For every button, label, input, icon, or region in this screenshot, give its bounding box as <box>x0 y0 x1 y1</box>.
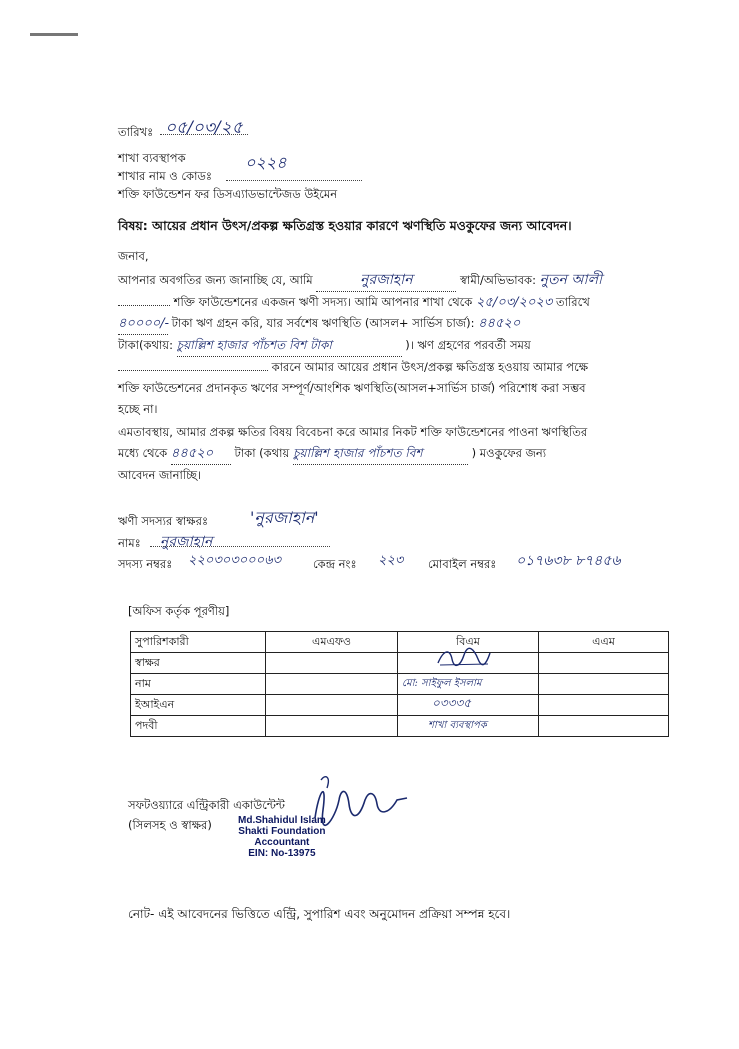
member-name-dots <box>150 546 330 547</box>
date-value: ০৫/০৩/২৫ <box>165 118 243 138</box>
table-cell <box>266 695 398 716</box>
member-name: নুরজাহান <box>160 534 213 550</box>
row-label: নাম <box>131 674 266 695</box>
header-cell: বিএম <box>398 632 539 653</box>
row-label: স্বাক্ষর <box>131 653 266 674</box>
accountant-title: সফটওয়্যারে এন্ট্রিকারী একাউন্টেন্ট <box>128 798 285 812</box>
branch-name-code-label: শাখার নাম ও কোডঃ <box>118 169 213 183</box>
office-table-header-row <box>131 632 669 653</box>
stamp-role: Accountant <box>254 837 310 848</box>
paragraph-1 <box>118 270 602 420</box>
scan-mark <box>30 33 78 36</box>
office-table-row <box>131 695 669 716</box>
p2-line-2: মধ্যে থেকে ৪৪৫২০ টাকা (কথায় চুয়াল্লিশ হাজার পাঁচশত বিশ ) মওকুফের জন্য <box>118 443 587 465</box>
p1-line-1: আপনার অবগতির জন্য জানাচ্ছি যে, আমি নুরজাহান স্বামী/অভিভাবক: নুতন আলী <box>118 270 602 292</box>
p1-line-5: কারনে আমার আয়ের প্রধান উৎস/প্রকল্প ক্ষতিগ্রস্ত হওয়ায় আমার পক্ষে <box>118 357 602 378</box>
bm-signature-scribble <box>434 647 494 669</box>
office-table-row <box>131 674 669 695</box>
member-name-label: নামঃ <box>118 536 141 550</box>
center-number-label: কেন্দ্র নংঃ <box>313 557 357 571</box>
center-number: ২২৩ <box>378 553 404 568</box>
member-number-label: সদস্য নম্বরঃ <box>118 557 173 571</box>
office-table-row <box>131 653 669 674</box>
bm-ein: ০৩৩৩৫ <box>398 695 539 716</box>
stamp-name: Md.Shahidul Islam <box>238 815 326 826</box>
p1-line-4: টাকা(কথায়: চুয়াল্লিশ হাজার পাঁচশত বিশ টাকা )। ঋণ গ্রহণের পরবর্তী সময় <box>118 335 602 357</box>
branch-manager: শাখা ব্যবস্থাপক <box>118 151 186 165</box>
seal-and-signature-label: (সিলসহ ও স্বাক্ষর) <box>128 818 212 832</box>
p2-line-1: এমতাবস্থায়, আমার প্রকল্প ক্ষতির বিষয় বিবেচনা করে আমার নিকট শক্তি ফাউন্ডেশনের পাওনা ঋণস্থিতির <box>118 425 588 439</box>
bm-name: মো: সাইফুল ইসলাম <box>398 674 539 695</box>
row-label: ইআইএন <box>131 695 266 716</box>
member-number: ২২০৩০৩০০০৬৩ <box>188 553 281 568</box>
member-signature-label: ঋণী সদস্যর স্বাক্ষরঃ <box>118 514 209 528</box>
table-cell <box>539 695 669 716</box>
footer-note: নোট- এই আবেদনের ভিত্তিতে এন্ট্রি, সুপারিশ এবং অনুমোদন প্রক্রিয়া সম্পন্ন হবে। <box>128 907 511 921</box>
organization-name: শক্তি ফাউন্ডেশন ফর ডিসএ্যাডভান্টেজড উইমেন <box>118 187 338 201</box>
accountant-stamp <box>238 815 326 859</box>
table-cell <box>539 674 669 695</box>
salutation: জনাব, <box>118 249 149 263</box>
p2-line-3: আবেদন জানাচ্ছি। <box>118 468 202 482</box>
loan-balance: ৪৪৫২০ <box>478 316 521 331</box>
loan-date: ২৫/০৩/২০২৩ <box>475 295 553 310</box>
office-use-label: [অফিস কর্তৃক পূরণীয়] <box>128 604 230 618</box>
date-dots <box>160 134 248 135</box>
p1-line-6: শক্তি ফাউন্ডেশনের প্রদানকৃত ঋণের সম্পূর্ণ/আংশিক ঋণস্থিতি(আসল+সার্ভিস চার্জ) পরিশোধ করা সম্ভব <box>118 381 586 395</box>
row-label: পদবী <box>131 716 266 737</box>
loan-amount: ৪০০০০/- <box>118 313 168 335</box>
balance-in-words: চুয়াল্লিশ হাজার পাঁচশত বিশ টাকা <box>177 335 402 357</box>
table-cell <box>398 653 539 674</box>
table-cell <box>266 653 398 674</box>
guardian-name: নুতন আলী <box>539 272 603 288</box>
stamp-ein: EIN: No-13975 <box>248 848 316 859</box>
paragraph-2 <box>118 422 587 486</box>
header-cell: এএম <box>539 632 669 653</box>
member-signature: 'নুরজাহান' <box>250 508 319 527</box>
p1-line-3: ৪০০০০/- টাকা ঋণ গ্রহন করি, যার সর্বশেষ ঋণস্থিতি (আসল+ সার্ভিস চার্জ): ৪৪৫২০ <box>118 313 602 335</box>
table-cell <box>266 716 398 737</box>
table-cell <box>539 653 669 674</box>
header-cell: এমএফও <box>266 632 398 653</box>
p1-line-7: হচ্ছে না। <box>118 402 158 416</box>
mobile-number-label: মোবাইল নম্বরঃ <box>428 557 497 571</box>
office-table <box>130 631 669 737</box>
branch-code-dots <box>226 180 362 181</box>
waiver-amount: ৪৪৫২০ <box>171 443 231 465</box>
header-cell: সুপারিশকারী <box>131 632 266 653</box>
subject-line: বিষয়: আয়ের প্রধান উৎস/প্রকল্প ক্ষতিগ্রস্ত হওয়ার কারণে ঋণস্থিতি মওকুফের জন্য আবেদন। <box>118 218 572 233</box>
bm-designation: শাখা ব্যবস্থাপক <box>398 716 539 737</box>
p1-line-2: শক্তি ফাউন্ডেশনের একজন ঋণী সদস্য। আমি আপনার শাখা থেকে ২৫/০৩/২০২৩ তারিখে <box>118 292 602 313</box>
waiver-amount-words: চুয়াল্লিশ হাজার পাঁচশত বিশ <box>293 443 468 465</box>
office-table-row <box>131 716 669 737</box>
branch-code-value: ০২২৪ <box>245 153 287 172</box>
mobile-number: ০১৭৬৩৮ ৮৭৪৫৬ <box>516 553 621 569</box>
applicant-name: নুরজাহান <box>360 272 413 288</box>
stamp-organization: Shakti Foundation <box>238 826 326 837</box>
table-cell <box>266 674 398 695</box>
date-label: তারিখঃ <box>118 125 154 139</box>
table-cell <box>539 716 669 737</box>
